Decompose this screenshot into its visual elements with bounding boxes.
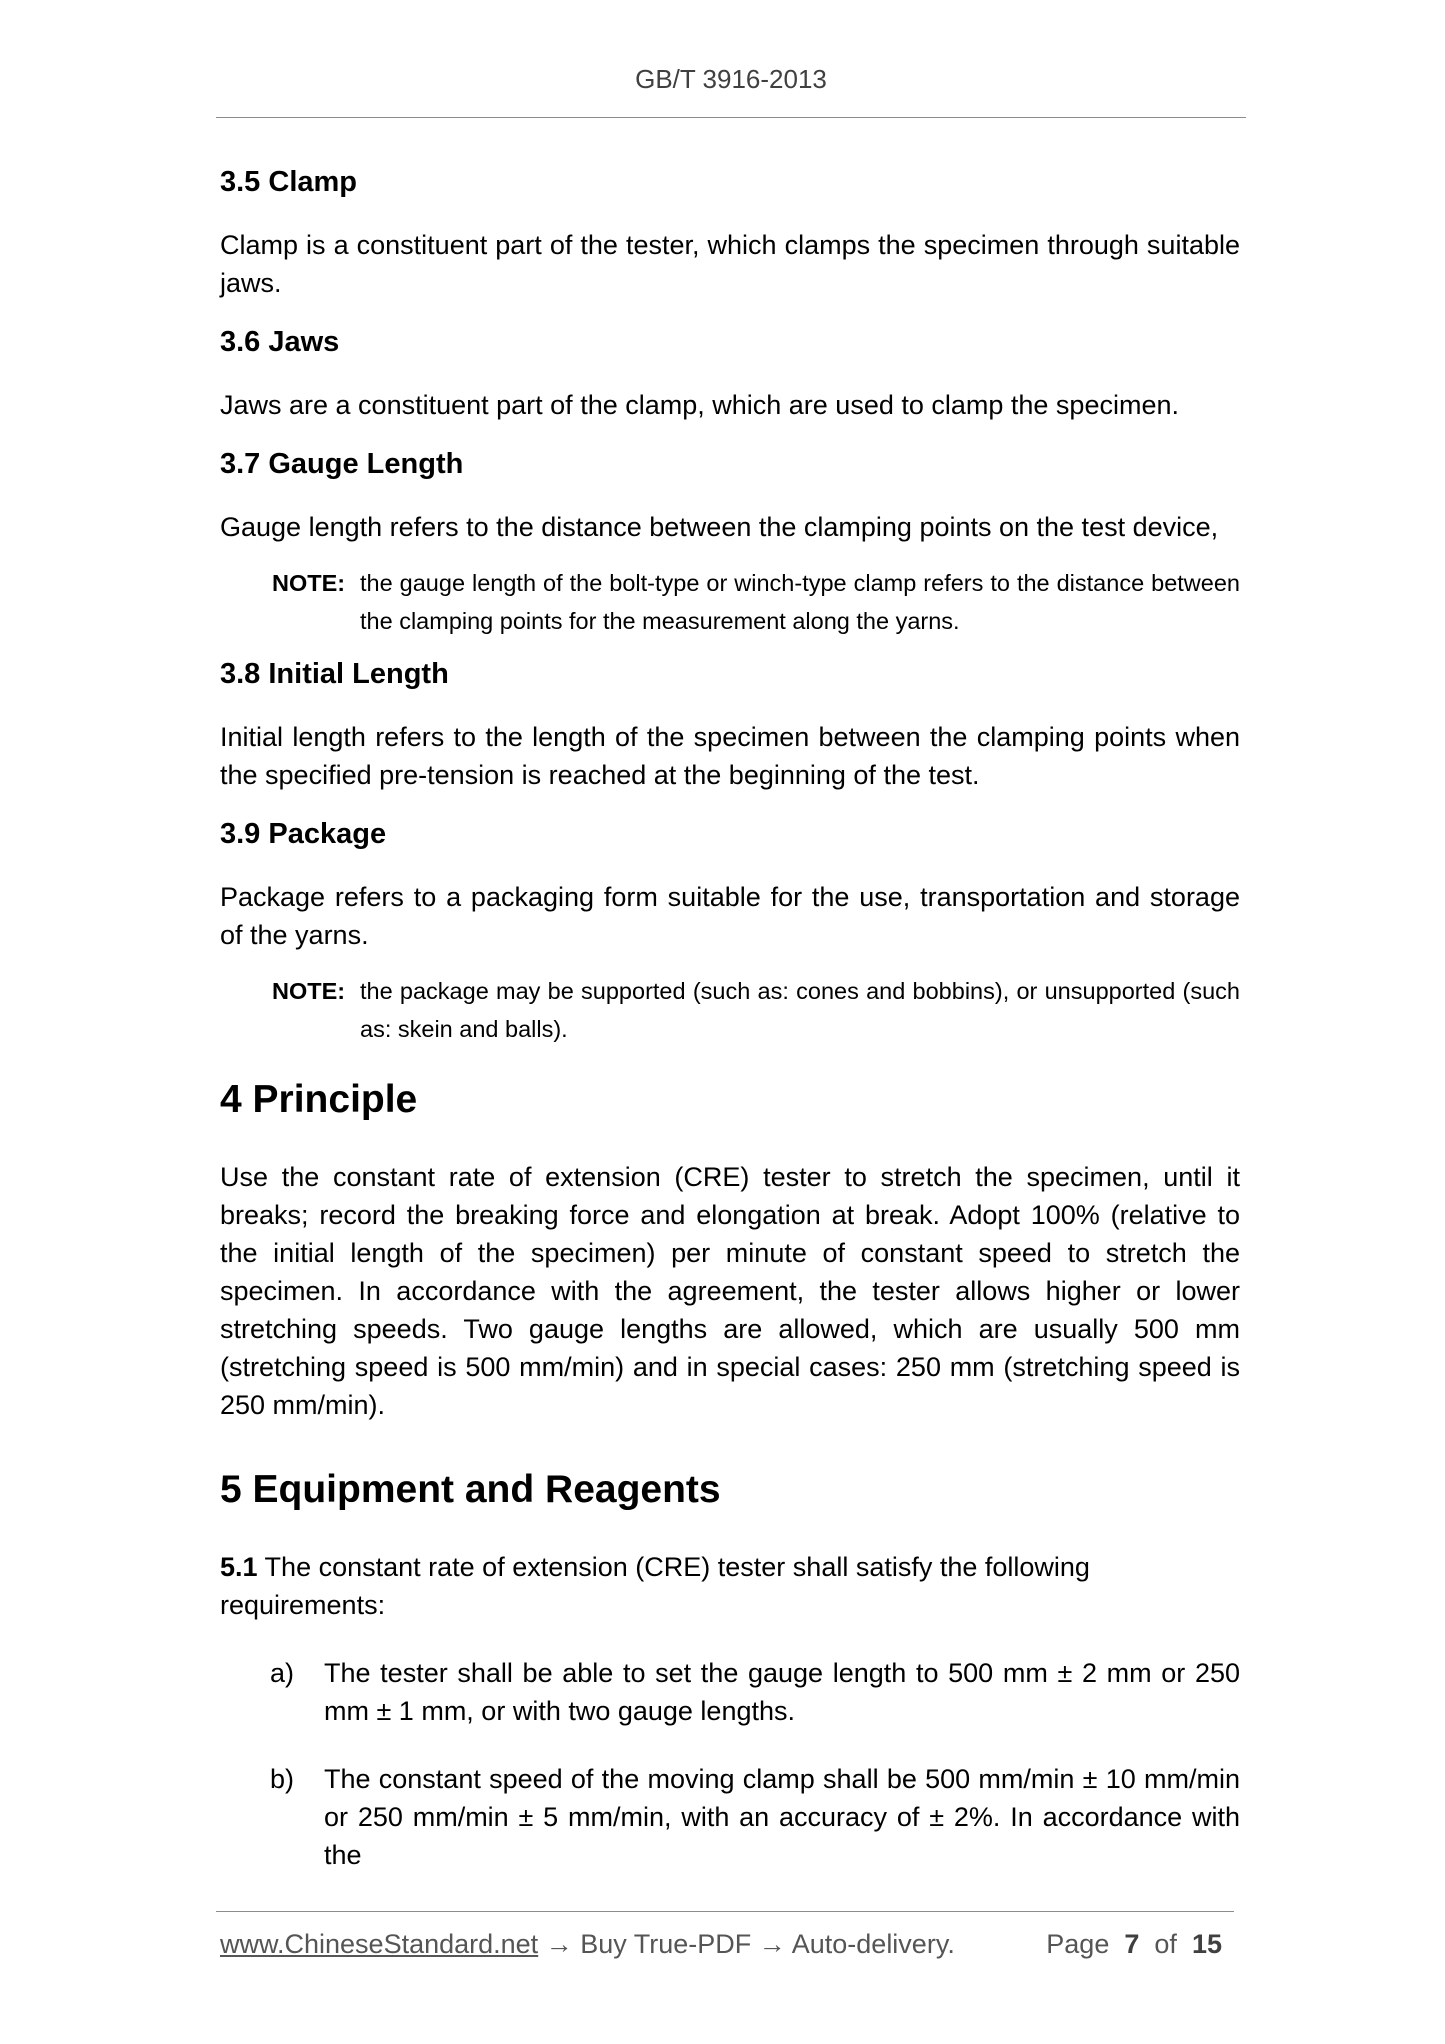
note-label: NOTE: [272, 570, 346, 596]
section-5-1-body: The constant rate of extension (CRE) tester shall satisfy the following requirements: [220, 1552, 1090, 1620]
section-3-9-note [272, 972, 1240, 1048]
note-label: NOTE: [272, 978, 346, 1004]
page-footer [220, 1929, 1232, 1960]
list-item-marker: b) [270, 1764, 295, 1794]
section-3-7-heading: 3.7 Gauge Length [220, 448, 464, 480]
list-item-text: The tester shall be able to set the gauge length to 500 mm ± 2 mm or 250 mm ± 1 mm, or with two gauge lengths. [324, 1658, 1240, 1726]
page-number [1046, 1929, 1222, 1960]
section-3-9-text: Package refers to a packaging form suitable for the use, transportation and storage of the yarns. [220, 882, 1240, 950]
page-content [220, 158, 1240, 1874]
section-3-9-heading: 3.9 Package [220, 818, 387, 850]
list-item-marker: a) [270, 1658, 295, 1688]
section-4-heading: 4 Principle [220, 1078, 418, 1121]
section-3-6-text: Jaws are a constituent part of the clamp, which are used to clamp the specimen. [220, 390, 1179, 420]
section-5-1-text [220, 1548, 1240, 1624]
website-link[interactable]: www.ChineseStandard.net [220, 1929, 539, 1959]
header-standard-number: GB/T 3916-2013 [635, 64, 827, 94]
footer-promo [220, 1929, 955, 1960]
note-text: the gauge length of the bolt-type or winch-type clamp refers to the distance between the clamping points for the measurement along the yarns. [360, 570, 1240, 634]
section-3-8-heading: 3.8 Initial Length [220, 658, 449, 690]
page-word: Page [1046, 1929, 1110, 1959]
section-5-heading: 5 Equipment and Reagents [220, 1468, 721, 1511]
header-divider [216, 117, 1246, 118]
of-word: of [1154, 1929, 1177, 1959]
list-item [270, 1760, 1240, 1874]
section-3-5-heading: 3.5 Clamp [220, 166, 357, 198]
section-3-7-text: Gauge length refers to the distance between the clamping points on the test device, [220, 512, 1219, 542]
section-3-8-text: Initial length refers to the length of the specimen between the clamping points when the specified pre-tension is reached at the beginning of the test. [220, 722, 1240, 790]
footer-promo-text: → Buy True-PDF → Auto-delivery. [538, 1929, 955, 1959]
current-page: 7 [1124, 1929, 1140, 1959]
list-item-text: The constant speed of the moving clamp shall be 500 mm/min ± 10 mm/min or 250 mm/min ± 5 mm/min, with an accuracy of ± 2%. In accordance with the [324, 1764, 1240, 1870]
section-3-5-text: Clamp is a constituent part of the tester, which clamps the specimen through suitable jaws. [220, 230, 1240, 298]
total-pages: 15 [1191, 1929, 1222, 1959]
section-3-7-note [272, 564, 1240, 640]
section-4-text: Use the constant rate of extension (CRE) tester to stretch the specimen, until it breaks; record the breaking force and elongation at break. Adopt 100% (relative to the initial length of the specimen) per minute of constant speed to stretch the specimen. In accordance with the agreement, the tester allows higher or lower stretching speeds. Two gauge lengths are allowed, which are usually 500 mm (stretching speed is 500 mm/min) and in special cases: 250 mm (stretching speed is 250 mm/min). [220, 1162, 1240, 1420]
section-5-1-number: 5.1 [220, 1552, 258, 1582]
note-text: the package may be supported (such as: cones and bobbins), or unsupported (such as: skein and balls). [360, 978, 1240, 1042]
list-item [270, 1654, 1240, 1730]
section-3-6-heading: 3.6 Jaws [220, 326, 340, 358]
footer-divider [216, 1911, 1234, 1912]
